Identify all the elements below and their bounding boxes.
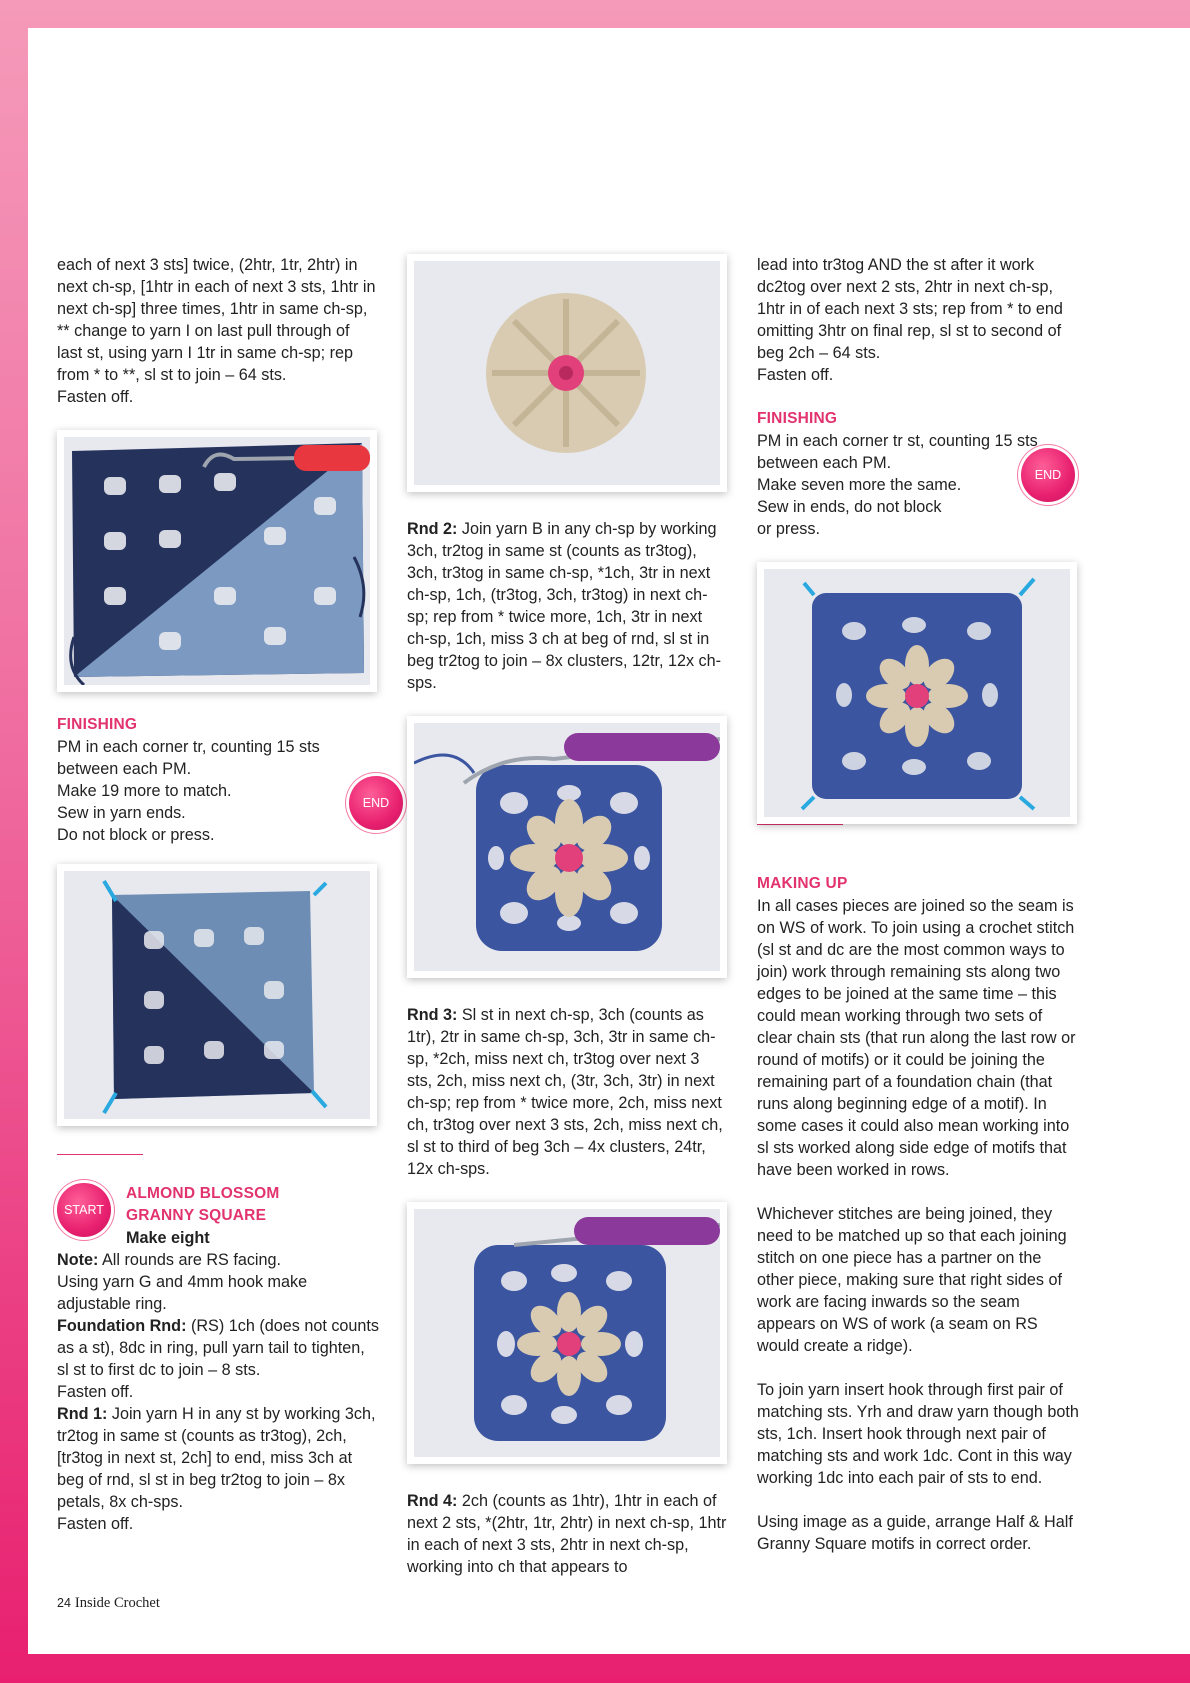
half-square-photo <box>57 430 377 692</box>
continued-paragraph: lead into tr3tog AND the st after it work dc2tog over next 2 sts, 2htr in next ch-sp, 1htr in of each next 3 sts; rep from * to end omitting 3htr on final rep, sl st to second of beg 2ch – 64 sts. <box>757 256 1063 362</box>
finishing-line-2: Make 19 more to match. <box>57 782 232 800</box>
column-1 <box>57 254 390 1535</box>
finishing-line-3: Sew in ends, do not block <box>757 498 942 516</box>
finishing-heading: FINISHING <box>57 716 138 733</box>
making-up-paragraph-3: To join yarn insert hook through first pair of matching sts. Yrh and draw yarn though both sts, 1ch. Insert hook through next pair of matching sts and work 1dc. Cont in this way working 1dc into each pair of sts to end. <box>757 1381 1079 1487</box>
fasten-off-text: Fasten off. <box>757 366 834 384</box>
round-4: Rnd 4: 2ch (counts as 1htr), 1htr in each of next 2 sts, *(2htr, 1tr, 2htr) in next ch-sp, 1htr in each of next 3 sts, 2htr in next ch-sp, working into ch that appears to <box>407 1492 727 1576</box>
finishing-line-2: Make seven more the same. <box>757 476 962 494</box>
finishing-heading: FINISHING <box>757 410 838 427</box>
round-2-photo <box>407 716 727 978</box>
page-number: 24 <box>57 1596 71 1610</box>
round-2: Rnd 2: Join yarn B in any ch-sp by working 3ch, tr2tog in same st (counts as tr3tog), 3ch, tr3tog in same ch-sp, *1ch, 3tr in next ch-sp, 1ch, (tr3tog, 3ch, tr3tog) in next ch-sp; rep from * twice more, 1ch, 3tr in next ch-sp, 1ch, miss 3 ch at beg of rnd, sl st in beg tr2tog to join – 8x clusters, 12tr, 12x ch-sps. <box>407 520 722 692</box>
column-3 <box>757 254 1079 1555</box>
finishing-line-4: or press. <box>757 520 820 538</box>
fasten-off-text: Fasten off. <box>57 388 134 406</box>
foundation-fasten: Fasten off. <box>57 1383 134 1401</box>
note-paragraph: Note: All rounds are RS facing. <box>57 1251 282 1269</box>
finishing-line-1: PM in each corner tr st, counting 15 sts between each PM. <box>757 432 1038 472</box>
page-footer <box>57 1595 160 1612</box>
round-1-fasten: Fasten off. <box>57 1515 134 1533</box>
pattern-title-2: GRANNY SQUARE <box>126 1207 267 1224</box>
column-2 <box>407 254 727 1578</box>
end-badge: END <box>1021 448 1075 502</box>
magazine-name: Inside Crochet <box>74 1595 160 1611</box>
finishing-line-1: PM in each corner tr, counting 15 sts between each PM. <box>57 738 320 778</box>
end-badge: END <box>349 776 403 830</box>
making-up-paragraph-1: In all cases pieces are joined so the seam is on WS of work. To join using a crochet stitch (sl st and dc are the most common ways to join) work through remaining sts along two edges to be joined at the same time – this could mean working through two sets of clear chain sts (that run along the last row or round of motifs) or it could be joining the remaining part of a foundation chain (that runs along beginning edge of a motif). In some cases it could also mean working into sl sts worked along side edge of motifs that have been worked in rows. <box>757 897 1076 1179</box>
finishing-line-4: Do not block or press. <box>57 826 215 844</box>
making-up-heading: MAKING UP <box>757 875 848 892</box>
note-paragraph-2: Using yarn G and 4mm hook make adjustable ring. <box>57 1273 308 1313</box>
round-3-photo <box>407 1202 727 1464</box>
start-badge: START <box>57 1183 111 1237</box>
make-label: Make eight <box>126 1229 210 1247</box>
half-square-markers-photo <box>57 864 377 1126</box>
finished-almond-square-photo <box>757 562 1077 824</box>
foundation-round: Foundation Rnd: (RS) 1ch (does not counts as a st), 8dc in ring, pull yarn tail to tighten, sl st to first dc to join – 8 sts. <box>57 1317 380 1379</box>
round-3: Rnd 3: Sl st in next ch-sp, 3ch (counts as 1tr), 2tr in same ch-sp, 3ch, 3tr in same ch-sp, *2ch, miss next ch, tr3tog over next 3 sts, 2ch, miss next ch, (3tr, 3ch, 3tr) in next ch-sp; rep from * twice more, 2ch, miss next ch, tr3tog over next 3 sts, 2ch, miss next ch, sl st to third of beg 3ch – 4x clusters, 24tr, 12x ch-sps. <box>407 1006 723 1178</box>
intro-paragraph: each of next 3 sts] twice, (2htr, 1tr, 2htr) in next ch-sp, [1htr in each of next 3 sts, 1htr in next ch-sp] three times, 1htr in same ch-sp, ** change to yarn I on last pull through of last st, using yarn I 1tr in same ch-sp; rep from * to **, sl st to join – 64 sts. <box>57 256 376 384</box>
pattern-title-1: ALMOND BLOSSOM <box>126 1185 280 1202</box>
round-1: Rnd 1: Join yarn H in any st by working 3ch, tr2tog in same st (counts as tr3tog), 2ch, [tr3tog in next st, 2ch] to end, miss 3ch at beg of rnd, sl st in beg tr2tog to join – 8x petals, 8x ch-sps. <box>57 1405 376 1511</box>
making-up-paragraph-4: Using image as a guide, arrange Half & Half Granny Square motifs in correct order. <box>757 1513 1073 1553</box>
making-up-paragraph-2: Whichever stitches are being joined, they need to be matched up so that each joining stitch on one piece has a partner on the other piece, making sure that right sides of work are facing inwards so the seam appears on WS of work (a seam on RS would create a ridge). <box>757 1205 1067 1355</box>
round-1-photo <box>407 254 727 492</box>
finishing-line-3: Sew in yarn ends. <box>57 804 186 822</box>
